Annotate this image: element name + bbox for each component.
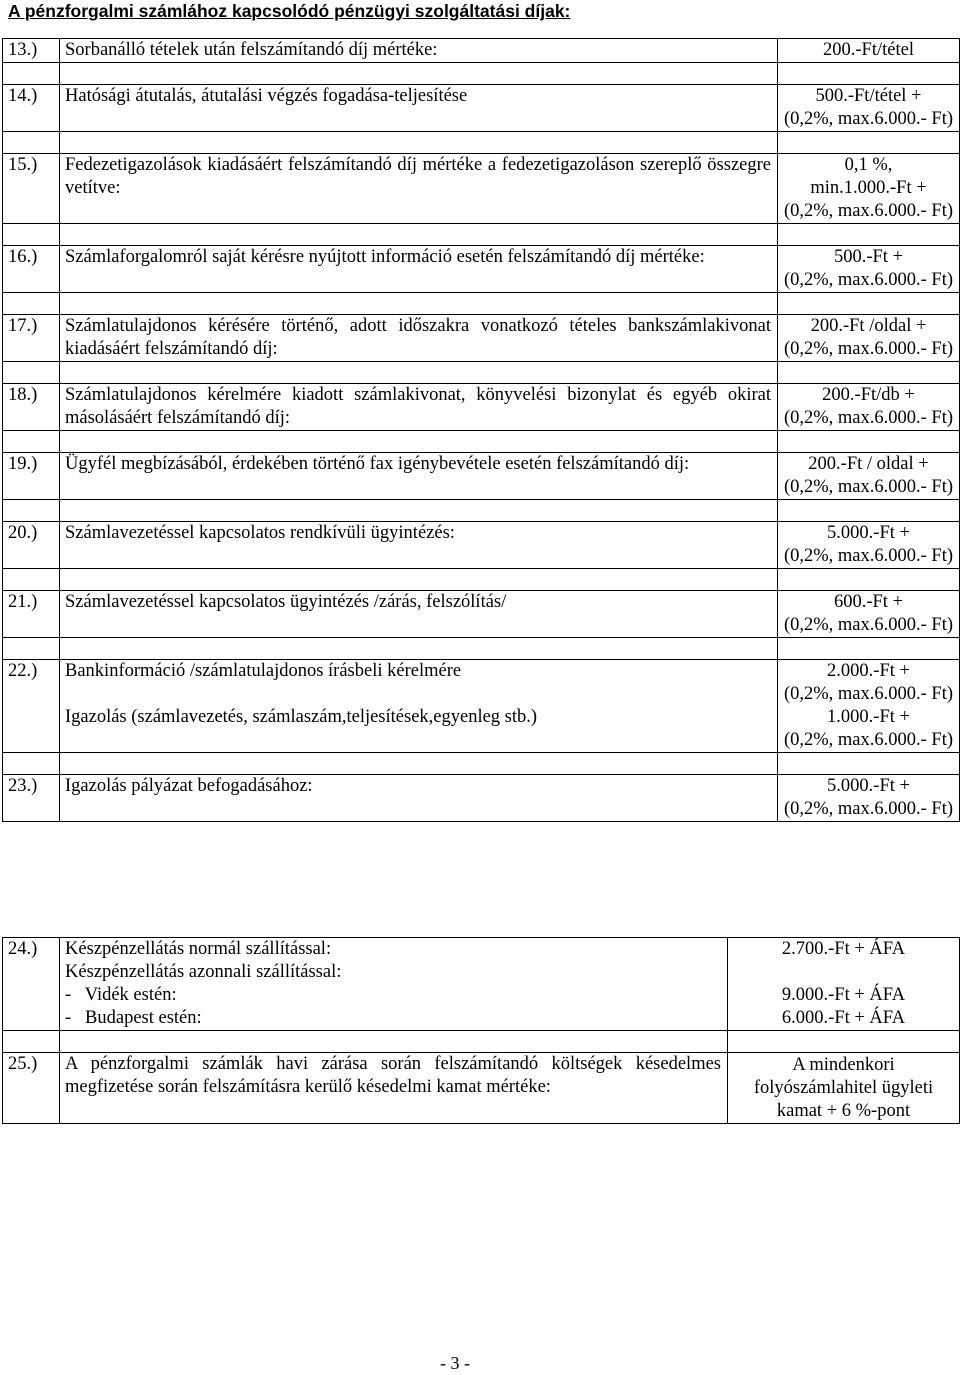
row-description: A pénzforgalmi számlák havi zárása során felszámítandó költségek késedelmes megfizetése során felszámításra kerülő késedelmi kamat mértéke: <box>60 1053 728 1124</box>
table-row <box>3 591 960 638</box>
row-fee: 200.-Ft/tétel <box>778 39 960 63</box>
row-description: Ügyfél megbízásából, érdekében történő fax igénybevétele esetén felszámítandó díj: <box>60 453 778 500</box>
table-row <box>3 938 960 1031</box>
table-row <box>3 39 960 63</box>
row-fee: 2.700.-Ft + ÁFA 9.000.-Ft + ÁFA 6.000.-Ft + ÁFA <box>728 938 960 1031</box>
row-description: Bankinformáció /számlatulajdonos írásbeli kérelmére Igazolás (számlavezetés, számlaszám,teljesítések,egyenleg stb.) <box>60 660 778 753</box>
row-description: Számlavezetéssel kapcsolatos ügyintézés /zárás, felszólítás/ <box>60 591 778 638</box>
page-heading: A pénzforgalmi számlához kapcsolódó pénzügyi szolgáltatási díjak: <box>8 1 571 21</box>
row-fee: 600.-Ft + (0,2%, max.6.000.- Ft) <box>778 591 960 638</box>
row-fee: 5.000.-Ft + (0,2%, max.6.000.- Ft) <box>778 522 960 569</box>
row-number: 17.) <box>3 315 60 362</box>
table-row <box>3 246 960 293</box>
row-number: 13.) <box>3 39 60 63</box>
table-spacer <box>3 638 960 660</box>
table-spacer <box>3 293 960 315</box>
row-fee: 200.-Ft /oldal + (0,2%, max.6.000.- Ft) <box>778 315 960 362</box>
table-row <box>3 453 960 500</box>
row-fee: 0,1 %, min.1.000.-Ft + (0,2%, max.6.000.- Ft) <box>778 154 960 224</box>
row-description: Sorbanálló tételek után felszámítandó díj mértéke: <box>60 39 778 63</box>
row-description: Igazolás pályázat befogadásához: <box>60 775 778 822</box>
table-row <box>3 660 960 753</box>
page-number: - 3 - <box>440 1353 470 1373</box>
table-spacer <box>3 431 960 453</box>
row-number: 25.) <box>3 1053 60 1124</box>
row-fee: 200.-Ft / oldal + (0,2%, max.6.000.- Ft) <box>778 453 960 500</box>
row-description: Számlatulajdonos kérésére történő, adott időszakra vonatkozó tételes bankszámlakivonat kiadásáért felszámítandó díj: <box>60 315 778 362</box>
row-number: 16.) <box>3 246 60 293</box>
table-spacer <box>3 63 960 85</box>
row-description: Fedezetigazolások kiadásáért felszámítandó díj mértéke a fedezetigazoláson szereplő összegre vetítve: <box>60 154 778 224</box>
row-number: 20.) <box>3 522 60 569</box>
row-number: 14.) <box>3 85 60 132</box>
row-fee: 500.-Ft + (0,2%, max.6.000.- Ft) <box>778 246 960 293</box>
row-description: Készpénzellátás normál szállítással: Készpénzellátás azonnali szállítással: - Vidék estén: - Budapest estén: <box>60 938 728 1031</box>
table-row <box>3 775 960 822</box>
table-spacer <box>3 753 960 775</box>
cash-fee-table <box>2 937 960 1124</box>
table-spacer <box>3 1031 960 1053</box>
row-fee: 2.000.-Ft + (0,2%, max.6.000.- Ft) 1.000.-Ft + (0,2%, max.6.000.- Ft) <box>778 660 960 753</box>
row-number: 23.) <box>3 775 60 822</box>
row-fee: A mindenkori folyószámlahitel ügyleti kamat + 6 %-pont <box>728 1053 960 1124</box>
table-spacer <box>3 569 960 591</box>
table-spacer <box>3 132 960 154</box>
row-description: Hatósági átutalás, átutalási végzés fogadása-teljesítése <box>60 85 778 132</box>
table-row <box>3 384 960 431</box>
table-spacer <box>3 362 960 384</box>
row-fee: 5.000.-Ft + (0,2%, max.6.000.- Ft) <box>778 775 960 822</box>
row-description: Számlavezetéssel kapcsolatos rendkívüli ügyintézés: <box>60 522 778 569</box>
fee-table <box>2 38 960 822</box>
row-fee: 500.-Ft/tétel + (0,2%, max.6.000.- Ft) <box>778 85 960 132</box>
table-spacer <box>3 500 960 522</box>
table-row <box>3 315 960 362</box>
row-fee: 200.-Ft/db + (0,2%, max.6.000.- Ft) <box>778 384 960 431</box>
row-number: 24.) <box>3 938 60 1031</box>
table-row <box>3 85 960 132</box>
row-number: 15.) <box>3 154 60 224</box>
table-row <box>3 154 960 224</box>
table-row <box>3 1053 960 1124</box>
row-number: 22.) <box>3 660 60 753</box>
row-number: 18.) <box>3 384 60 431</box>
row-description: Számlaforgalomról saját kérésre nyújtott információ esetén felszámítandó díj mértéke: <box>60 246 778 293</box>
row-description: Számlatulajdonos kérelmére kiadott számlakivonat, könyvelési bizonylat és egyéb okirat másolásáért felszámítandó díj: <box>60 384 778 431</box>
table-spacer <box>3 224 960 246</box>
table-row <box>3 522 960 569</box>
row-number: 19.) <box>3 453 60 500</box>
row-number: 21.) <box>3 591 60 638</box>
